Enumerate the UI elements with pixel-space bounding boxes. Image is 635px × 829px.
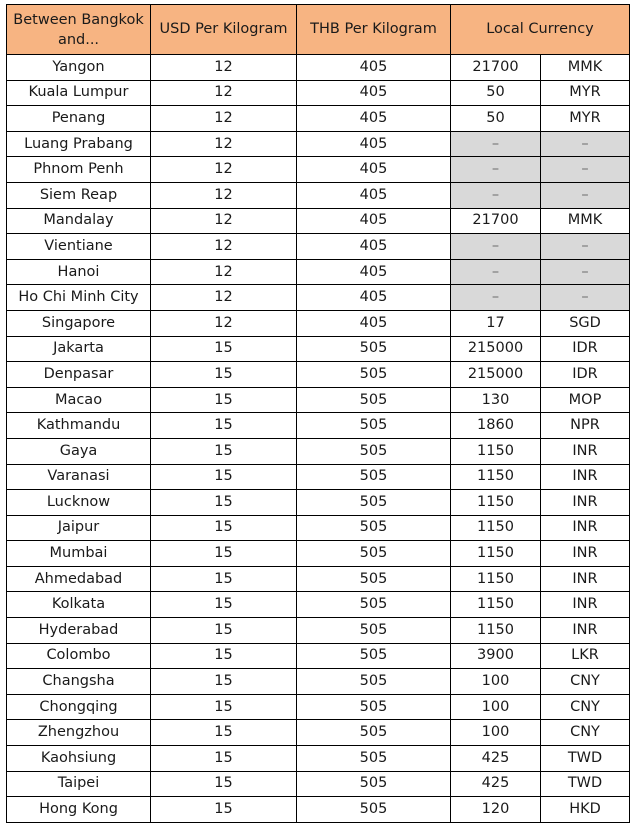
table-row (7, 106, 630, 132)
cell-usd-per-kg: 15 (151, 490, 297, 516)
cell-city: Penang (7, 106, 151, 132)
cell-local-amount: – (451, 157, 541, 183)
cell-thb-per-kg: 405 (297, 106, 451, 132)
cell-local-amount: 1150 (451, 464, 541, 490)
cell-currency-code: INR (541, 541, 630, 567)
table-row (7, 387, 630, 413)
table-row (7, 234, 630, 260)
cell-local-amount: 1150 (451, 438, 541, 464)
table-row (7, 362, 630, 388)
cell-local-amount: 120 (451, 797, 541, 823)
cell-city: Luang Prabang (7, 131, 151, 157)
cell-city: Singapore (7, 310, 151, 336)
table-row (7, 438, 630, 464)
cell-thb-per-kg: 505 (297, 771, 451, 797)
cell-local-amount: 17 (451, 310, 541, 336)
cell-city: Mandalay (7, 208, 151, 234)
cell-city: Zhengzhou (7, 720, 151, 746)
cell-currency-code: – (541, 157, 630, 183)
cell-local-amount: 1860 (451, 413, 541, 439)
table-body (7, 55, 630, 823)
cell-local-amount: 3900 (451, 643, 541, 669)
cell-usd-per-kg: 15 (151, 694, 297, 720)
cell-city: Gaya (7, 438, 151, 464)
cell-thb-per-kg: 405 (297, 208, 451, 234)
cell-thb-per-kg: 505 (297, 362, 451, 388)
cell-city: Phnom Penh (7, 157, 151, 183)
table-row (7, 643, 630, 669)
table-row (7, 669, 630, 695)
cell-currency-code: INR (541, 618, 630, 644)
cell-city: Jaipur (7, 515, 151, 541)
cell-currency-code: HKD (541, 797, 630, 823)
cell-city: Hyderabad (7, 618, 151, 644)
header-row (7, 5, 630, 55)
cell-usd-per-kg: 15 (151, 797, 297, 823)
table-row (7, 80, 630, 106)
cell-currency-code: INR (541, 464, 630, 490)
cell-usd-per-kg: 15 (151, 362, 297, 388)
cell-local-amount: 1150 (451, 541, 541, 567)
cell-usd-per-kg: 12 (151, 80, 297, 106)
table-header (7, 5, 630, 55)
cell-city: Kolkata (7, 592, 151, 618)
cell-currency-code: MYR (541, 106, 630, 132)
cell-thb-per-kg: 505 (297, 669, 451, 695)
cell-thb-per-kg: 505 (297, 746, 451, 772)
cell-local-amount: 100 (451, 694, 541, 720)
cell-currency-code: MMK (541, 208, 630, 234)
cell-currency-code: INR (541, 592, 630, 618)
cell-local-amount: 1150 (451, 592, 541, 618)
cell-thb-per-kg: 505 (297, 515, 451, 541)
cell-currency-code: TWD (541, 771, 630, 797)
cell-city: Colombo (7, 643, 151, 669)
cell-thb-per-kg: 505 (297, 592, 451, 618)
cell-city: Mumbai (7, 541, 151, 567)
cell-usd-per-kg: 12 (151, 208, 297, 234)
cell-usd-per-kg: 15 (151, 541, 297, 567)
cell-city: Ho Chi Minh City (7, 285, 151, 311)
table-row (7, 336, 630, 362)
cell-local-amount: – (451, 182, 541, 208)
cell-city: Ahmedabad (7, 566, 151, 592)
cell-city: Yangon (7, 55, 151, 81)
table-row (7, 208, 630, 234)
header-usd-per-kg: USD Per Kilogram (151, 5, 297, 55)
cell-usd-per-kg: 15 (151, 464, 297, 490)
table-row (7, 618, 630, 644)
cell-thb-per-kg: 505 (297, 618, 451, 644)
cell-thb-per-kg: 505 (297, 797, 451, 823)
cell-city: Hanoi (7, 259, 151, 285)
header-thb-per-kg: THB Per Kilogram (297, 5, 451, 55)
cell-usd-per-kg: 12 (151, 182, 297, 208)
cell-usd-per-kg: 15 (151, 592, 297, 618)
table-row (7, 694, 630, 720)
cell-usd-per-kg: 15 (151, 515, 297, 541)
cell-currency-code: LKR (541, 643, 630, 669)
cell-usd-per-kg: 12 (151, 157, 297, 183)
cell-usd-per-kg: 15 (151, 566, 297, 592)
cell-thb-per-kg: 505 (297, 541, 451, 567)
cell-local-amount: – (451, 285, 541, 311)
cell-usd-per-kg: 12 (151, 55, 297, 81)
table-row (7, 541, 630, 567)
table-row (7, 515, 630, 541)
cell-city: Denpasar (7, 362, 151, 388)
cell-city: Varanasi (7, 464, 151, 490)
cell-usd-per-kg: 15 (151, 669, 297, 695)
cell-currency-code: INR (541, 515, 630, 541)
cell-usd-per-kg: 15 (151, 771, 297, 797)
cell-thb-per-kg: 505 (297, 694, 451, 720)
table-row (7, 464, 630, 490)
cell-local-amount: 1150 (451, 515, 541, 541)
cell-currency-code: INR (541, 438, 630, 464)
table-row (7, 797, 630, 823)
cell-usd-per-kg: 12 (151, 106, 297, 132)
cell-thb-per-kg: 505 (297, 387, 451, 413)
cell-city: Kathmandu (7, 413, 151, 439)
cell-city: Kuala Lumpur (7, 80, 151, 106)
cell-city: Siem Reap (7, 182, 151, 208)
cell-local-amount: 1150 (451, 566, 541, 592)
cell-currency-code: MMK (541, 55, 630, 81)
cell-local-amount: 1150 (451, 618, 541, 644)
cell-thb-per-kg: 405 (297, 157, 451, 183)
cell-usd-per-kg: 12 (151, 131, 297, 157)
cell-local-amount: 425 (451, 771, 541, 797)
cell-currency-code: – (541, 285, 630, 311)
cell-thb-per-kg: 505 (297, 490, 451, 516)
cell-currency-code: CNY (541, 669, 630, 695)
cell-local-amount: 21700 (451, 208, 541, 234)
cell-currency-code: – (541, 234, 630, 260)
cell-usd-per-kg: 12 (151, 310, 297, 336)
cell-usd-per-kg: 15 (151, 720, 297, 746)
cell-city: Kaohsiung (7, 746, 151, 772)
cell-usd-per-kg: 15 (151, 438, 297, 464)
table-row (7, 720, 630, 746)
cell-local-amount: 21700 (451, 55, 541, 81)
cell-city: Chongqing (7, 694, 151, 720)
cell-thb-per-kg: 505 (297, 413, 451, 439)
cell-city: Jakarta (7, 336, 151, 362)
header-city: Between Bangkok and... (7, 5, 151, 55)
cell-local-amount: 130 (451, 387, 541, 413)
table-row (7, 285, 630, 311)
cell-usd-per-kg: 15 (151, 387, 297, 413)
cell-local-amount: 1150 (451, 490, 541, 516)
cell-local-amount: 50 (451, 80, 541, 106)
cell-currency-code: – (541, 131, 630, 157)
table-row (7, 131, 630, 157)
cell-currency-code: IDR (541, 362, 630, 388)
table-row (7, 182, 630, 208)
cell-city: Hong Kong (7, 797, 151, 823)
cell-currency-code: NPR (541, 413, 630, 439)
cell-thb-per-kg: 405 (297, 55, 451, 81)
cell-usd-per-kg: 12 (151, 259, 297, 285)
header-local-currency: Local Currency (451, 5, 630, 55)
cell-city: Vientiane (7, 234, 151, 260)
cell-thb-per-kg: 405 (297, 80, 451, 106)
cell-thb-per-kg: 405 (297, 310, 451, 336)
cell-thb-per-kg: 505 (297, 438, 451, 464)
cell-thb-per-kg: 405 (297, 234, 451, 260)
cell-local-amount: – (451, 234, 541, 260)
cell-local-amount: 50 (451, 106, 541, 132)
cell-local-amount: 425 (451, 746, 541, 772)
cell-usd-per-kg: 12 (151, 285, 297, 311)
table-row (7, 746, 630, 772)
table-row (7, 413, 630, 439)
cell-local-amount: – (451, 131, 541, 157)
cell-usd-per-kg: 15 (151, 336, 297, 362)
cell-usd-per-kg: 15 (151, 413, 297, 439)
cell-thb-per-kg: 505 (297, 566, 451, 592)
cell-currency-code: TWD (541, 746, 630, 772)
cell-usd-per-kg: 12 (151, 234, 297, 260)
table-row (7, 490, 630, 516)
cell-city: Taipei (7, 771, 151, 797)
cell-thb-per-kg: 505 (297, 336, 451, 362)
cell-local-amount: 100 (451, 720, 541, 746)
cell-currency-code: – (541, 259, 630, 285)
rates-table (6, 4, 630, 823)
cell-usd-per-kg: 15 (151, 643, 297, 669)
cell-thb-per-kg: 505 (297, 720, 451, 746)
cell-currency-code: MOP (541, 387, 630, 413)
cell-currency-code: CNY (541, 694, 630, 720)
cell-city: Lucknow (7, 490, 151, 516)
cell-local-amount: 215000 (451, 336, 541, 362)
cell-currency-code: MYR (541, 80, 630, 106)
table-row (7, 771, 630, 797)
cell-usd-per-kg: 15 (151, 618, 297, 644)
cell-city: Changsha (7, 669, 151, 695)
cell-thb-per-kg: 405 (297, 259, 451, 285)
cell-currency-code: IDR (541, 336, 630, 362)
cell-thb-per-kg: 405 (297, 285, 451, 311)
table-row (7, 566, 630, 592)
cell-currency-code: CNY (541, 720, 630, 746)
cell-currency-code: SGD (541, 310, 630, 336)
cell-usd-per-kg: 15 (151, 746, 297, 772)
table-row (7, 592, 630, 618)
cell-currency-code: – (541, 182, 630, 208)
cell-currency-code: INR (541, 490, 630, 516)
cell-thb-per-kg: 505 (297, 464, 451, 490)
table-row (7, 157, 630, 183)
cell-city: Macao (7, 387, 151, 413)
cell-local-amount: 215000 (451, 362, 541, 388)
cell-thb-per-kg: 505 (297, 643, 451, 669)
table-row (7, 310, 630, 336)
table-row (7, 259, 630, 285)
table-row (7, 55, 630, 81)
cell-currency-code: INR (541, 566, 630, 592)
cell-local-amount: 100 (451, 669, 541, 695)
cell-thb-per-kg: 405 (297, 131, 451, 157)
cell-thb-per-kg: 405 (297, 182, 451, 208)
cell-local-amount: – (451, 259, 541, 285)
